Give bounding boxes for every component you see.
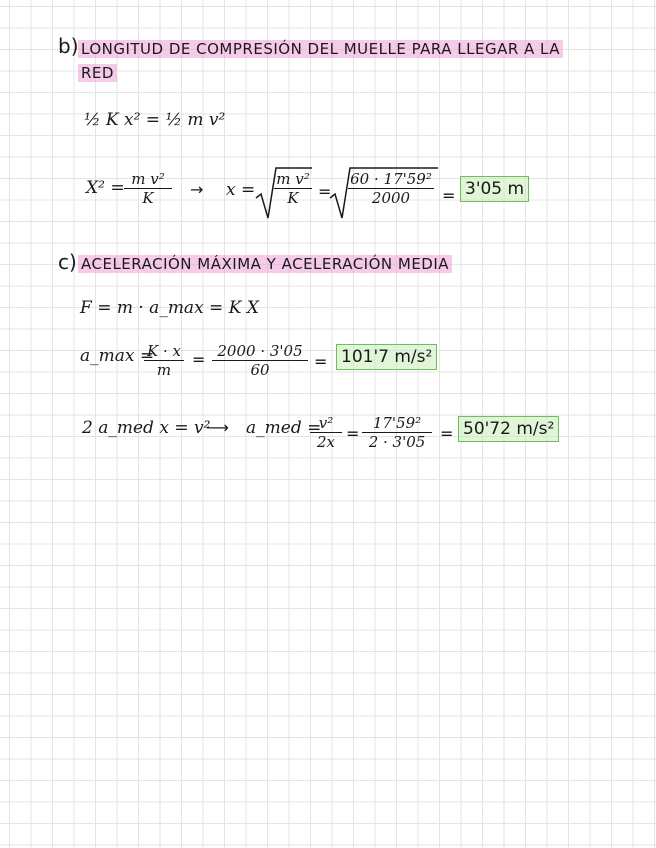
amed-fraction-1 bbox=[310, 414, 342, 451]
sqrt2-fraction bbox=[348, 170, 434, 207]
sqrt2-denominator: 2000 bbox=[371, 189, 411, 207]
sqrt1-numerator: m v² bbox=[274, 170, 312, 189]
amed-numerator-1: v² bbox=[310, 414, 342, 433]
arrow-icon: → bbox=[190, 180, 204, 199]
force-equation: F = m · a_max = K X bbox=[80, 298, 259, 318]
amed-fraction-2 bbox=[362, 414, 432, 451]
equals-sign: = bbox=[442, 186, 456, 205]
section-c-title: ACELERACIÓN MÁXIMA Y ACELERACIÓN MEDIA bbox=[78, 253, 452, 275]
amax-numerator-1: K · x bbox=[144, 342, 184, 361]
equals-sign: = bbox=[314, 352, 328, 371]
amed-numerator-2: 17'59² bbox=[362, 414, 432, 433]
amax-fraction-2 bbox=[212, 342, 308, 379]
equals-sign: = bbox=[440, 424, 454, 443]
result-box-length: 3'05 m bbox=[460, 176, 529, 202]
result-box-amed: 50'72 m/s² bbox=[458, 416, 559, 442]
equals-sign: = bbox=[192, 350, 206, 369]
section-b-letter: b) bbox=[58, 34, 79, 58]
amed-lhs: a_med = bbox=[246, 418, 322, 438]
sqrt1-denominator: K bbox=[287, 189, 299, 207]
amed-equation: 2 a_med x = v² bbox=[82, 418, 211, 438]
amax-lhs: a_max = bbox=[80, 346, 155, 366]
energy-equation: ½ K x² = ½ m v² bbox=[84, 110, 226, 130]
section-c-letter: c) bbox=[58, 250, 77, 274]
long-arrow-icon: ⟶ bbox=[206, 418, 229, 437]
amed-denominator-1: 2x bbox=[316, 433, 335, 451]
amax-fraction-1 bbox=[144, 342, 184, 379]
x2-numerator: m v² bbox=[124, 170, 172, 189]
section-b-title-line1: LONGITUD DE COMPRESIÓN DEL MUELLE PARA LLEGAR A LA bbox=[78, 38, 563, 60]
result-box-amax: 101'7 m/s² bbox=[336, 344, 437, 370]
amed-denominator-2: 2 · 3'05 bbox=[368, 433, 426, 451]
x-lhs: x = bbox=[226, 180, 256, 200]
x2-fraction bbox=[124, 170, 172, 207]
equals-sign: = bbox=[318, 182, 332, 201]
x2-denominator: K bbox=[142, 189, 154, 207]
amax-denominator-2: 60 bbox=[250, 361, 270, 379]
equals-sign: = bbox=[346, 424, 360, 443]
section-b-title-line2: RED bbox=[78, 62, 117, 84]
amax-numerator-2: 2000 · 3'05 bbox=[212, 342, 308, 361]
sqrt1-fraction bbox=[274, 170, 312, 207]
sqrt2-numerator: 60 · 17'59² bbox=[348, 170, 434, 189]
amax-denominator-1: m bbox=[156, 361, 172, 379]
x2-lhs: X² = bbox=[86, 178, 125, 198]
